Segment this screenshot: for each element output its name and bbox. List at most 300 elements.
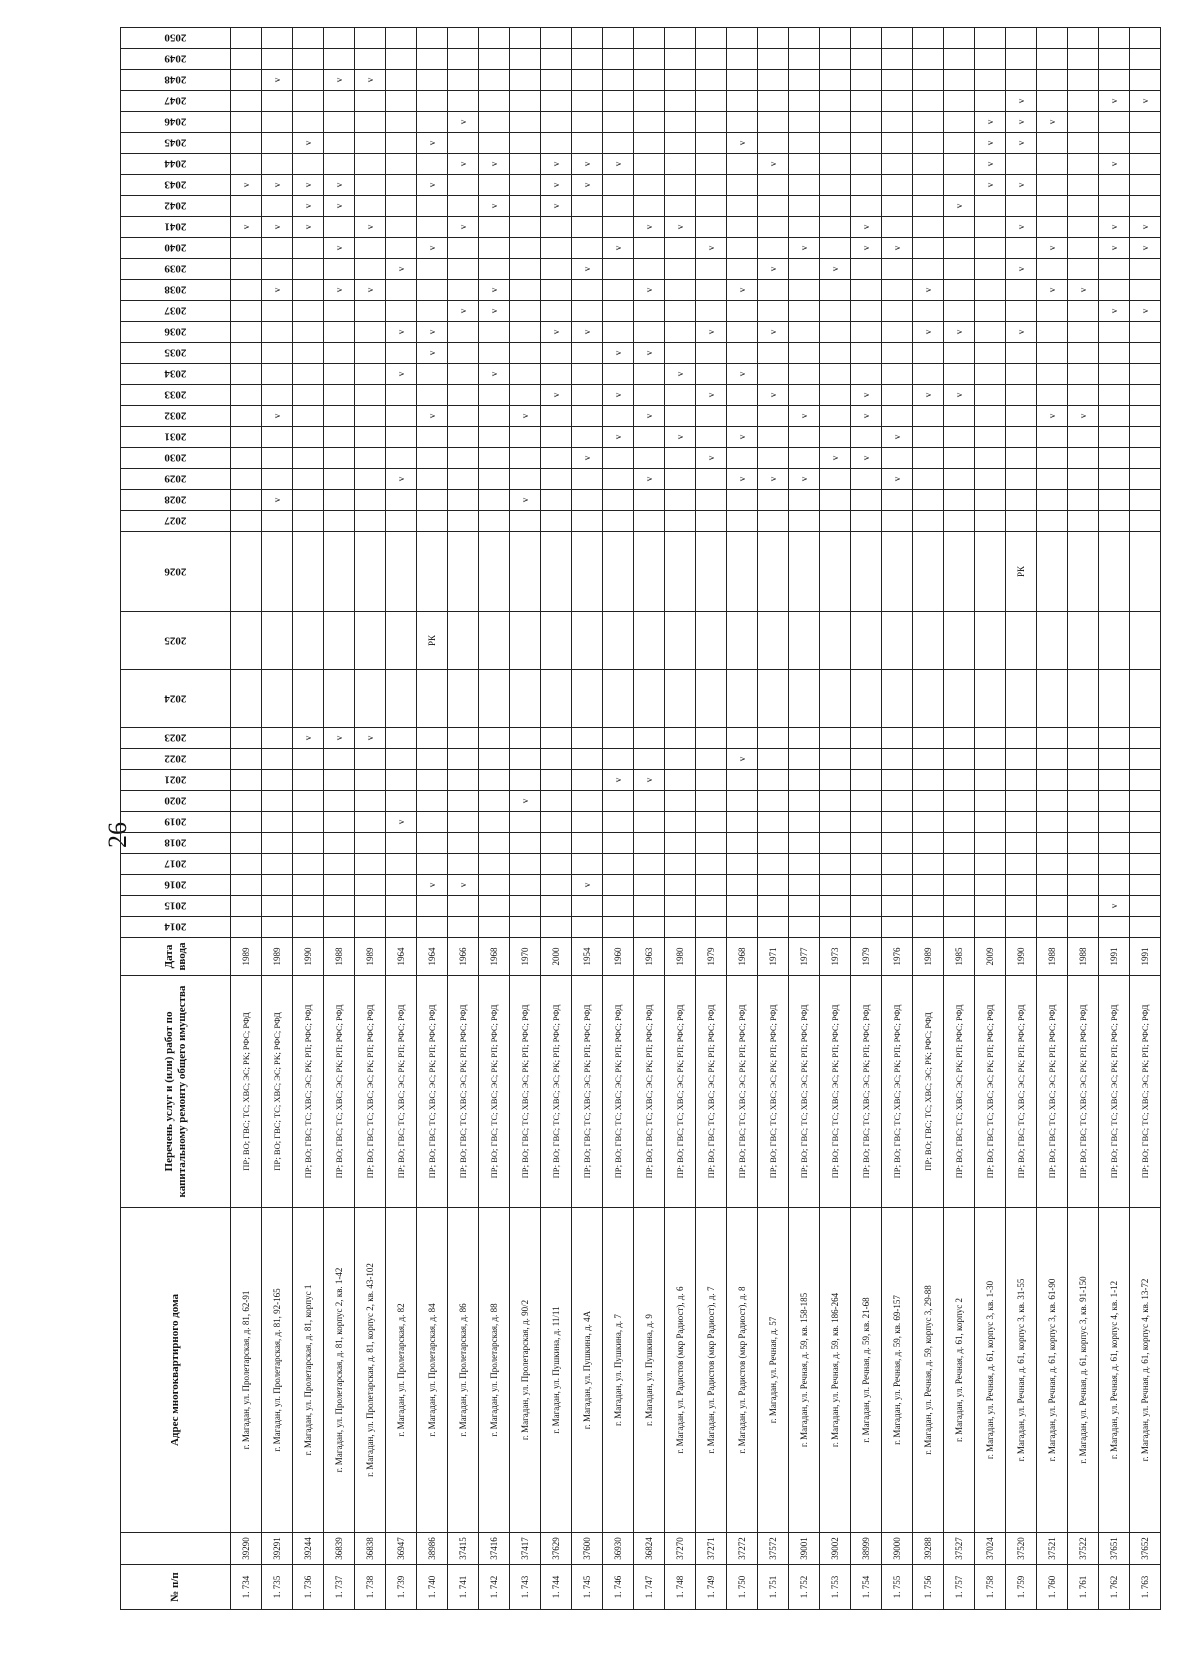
year-cell-2037 (355, 301, 386, 322)
check-mark: v (613, 245, 623, 251)
year-cell-2018 (789, 833, 820, 854)
check-mark: v (737, 756, 747, 762)
year-cell-2041 (324, 217, 355, 238)
year-cell-2050 (603, 28, 634, 49)
year-cell-2029 (913, 469, 944, 490)
year-cell-2031 (293, 427, 324, 448)
row-number: 1. 742 (479, 1565, 510, 1610)
year-cell-2048 (913, 70, 944, 91)
row-number: 1. 735 (262, 1565, 293, 1610)
year-cell-2040 (758, 238, 789, 259)
year-cell-2035 (603, 343, 634, 364)
year-cell-2046 (758, 112, 789, 133)
year-cell-2027 (634, 511, 665, 532)
year-cell-2041 (789, 217, 820, 238)
year-cell-2026 (851, 532, 882, 612)
year-cell-2019 (820, 812, 851, 833)
row-code: 37651 (1099, 1533, 1130, 1565)
year-cell-2014 (448, 917, 479, 938)
header-year-label: 2038 (164, 283, 187, 296)
year-cell-2023 (262, 728, 293, 749)
year-cell-2046 (882, 112, 913, 133)
year-cell-2024 (293, 670, 324, 728)
year-cell-2028 (1006, 490, 1037, 511)
check-mark: v (551, 161, 561, 167)
year-cell-2048 (231, 70, 262, 91)
year-cell-2015 (851, 896, 882, 917)
year-cell-2040 (882, 238, 913, 259)
year-cell-2047 (820, 91, 851, 112)
year-cell-2038 (603, 280, 634, 301)
check-mark: v (923, 392, 933, 398)
table-header-row (121, 28, 231, 1610)
year-cell-2029 (975, 469, 1006, 490)
year-cell-2017 (851, 854, 882, 875)
year-cell-2049 (665, 49, 696, 70)
year-cell-2025 (913, 612, 944, 670)
row-date: 2009 (975, 938, 1006, 976)
year-cell-2048 (851, 70, 882, 91)
year-cell-2029 (1130, 469, 1161, 490)
year-cell-2028 (541, 490, 572, 511)
year-cell-2019 (479, 812, 510, 833)
year-cell-2033 (1130, 385, 1161, 406)
year-cell-2032 (665, 406, 696, 427)
year-cell-2037 (417, 301, 448, 322)
year-cell-2043 (820, 175, 851, 196)
year-cell-2036 (975, 322, 1006, 343)
year-cell-2022 (479, 749, 510, 770)
check-mark: v (613, 350, 623, 356)
year-cell-2018 (603, 833, 634, 854)
year-cell-2020 (355, 791, 386, 812)
year-cell-2016 (665, 875, 696, 896)
year-cell-2040 (820, 238, 851, 259)
year-cell-2021 (913, 770, 944, 791)
year-cell-2048 (1068, 70, 1099, 91)
year-cell-2018 (913, 833, 944, 854)
year-cell-2017 (789, 854, 820, 875)
check-mark: v (303, 203, 313, 209)
year-cell-2041 (727, 217, 758, 238)
year-cell-2038 (665, 280, 696, 301)
year-cell-2042 (355, 196, 386, 217)
year-cell-2016 (541, 875, 572, 896)
year-cell-2036 (913, 322, 944, 343)
year-cell-2027 (572, 511, 603, 532)
year-cell-2027 (820, 511, 851, 532)
year-cell-2021 (417, 770, 448, 791)
year-cell-2039 (386, 259, 417, 280)
year-cell-2036 (1006, 322, 1037, 343)
check-mark: v (365, 735, 375, 741)
row-address: г. Магадан, ул. Речная, д. 61, корпус 3, кв. 91-150 (1068, 1208, 1099, 1533)
row-address: г. Магадан, ул. Пролетарская, д. 82 (386, 1208, 417, 1533)
year-cell-2045 (789, 133, 820, 154)
year-cell-2022 (975, 749, 1006, 770)
row-services: ПР; ВО; ГВС; ТС; ХВС; ЭС; РК; РП; РФС; РФД (944, 976, 975, 1208)
check-mark: v (489, 371, 499, 377)
year-cell-2028 (975, 490, 1006, 511)
year-cell-2042 (975, 196, 1006, 217)
year-cell-2042 (1130, 196, 1161, 217)
year-cell-2042 (386, 196, 417, 217)
year-cell-2019 (882, 812, 913, 833)
year-cell-2036 (572, 322, 603, 343)
row-services: ПР; ВО; ГВС; ТС; ХВС; ЭС; РК; РП; РФС; РФД (355, 976, 386, 1208)
year-cell-2048 (479, 70, 510, 91)
year-cell-2024 (851, 670, 882, 728)
year-cell-2040 (913, 238, 944, 259)
year-cell-2023 (1130, 728, 1161, 749)
year-cell-2015 (293, 896, 324, 917)
year-cell-2020 (727, 791, 758, 812)
year-cell-2049 (541, 49, 572, 70)
year-cell-2031 (882, 427, 913, 448)
header-year-label: 2019 (164, 815, 187, 828)
year-cell-2014 (820, 917, 851, 938)
year-cell-2025 (696, 612, 727, 670)
check-mark: v (644, 350, 654, 356)
year-cell-2024 (975, 670, 1006, 728)
row-number: 1. 748 (665, 1565, 696, 1610)
row-number: 1. 758 (975, 1565, 1006, 1610)
year-cell-2045 (665, 133, 696, 154)
year-cell-2034 (665, 364, 696, 385)
year-cell-2044 (975, 154, 1006, 175)
year-cell-2014 (665, 917, 696, 938)
year-cell-2014 (1006, 917, 1037, 938)
year-cell-2037 (820, 301, 851, 322)
year-cell-2047 (417, 91, 448, 112)
year-cell-2016 (944, 875, 975, 896)
year-cell-2039 (634, 259, 665, 280)
check-mark: v (861, 413, 871, 419)
check-mark: v (303, 224, 313, 230)
table-row (262, 28, 293, 1610)
year-cell-2049 (231, 49, 262, 70)
year-cell-2019 (727, 812, 758, 833)
year-cell-2049 (727, 49, 758, 70)
row-address: г. Магадан, ул. Речная, д. 61, корпус 3, кв. 61-90 (1037, 1208, 1068, 1533)
header-year-2033 (121, 385, 231, 406)
check-mark: v (489, 203, 499, 209)
year-cell-2043 (355, 175, 386, 196)
year-cell-2014 (851, 917, 882, 938)
year-cell-2045 (417, 133, 448, 154)
year-cell-2048 (355, 70, 386, 91)
year-cell-2016 (1130, 875, 1161, 896)
year-cell-2047 (324, 91, 355, 112)
year-cell-2039 (727, 259, 758, 280)
header-services: Перечень услуг и (или) работ по капитальному ремонту общего имущества (121, 976, 231, 1208)
header-year-label: 2023 (164, 731, 187, 744)
row-address: г. Магадан, ул. Речная, д. 59, кв. 21-68 (851, 1208, 882, 1533)
year-cell-2029 (1099, 469, 1130, 490)
year-cell-2043 (510, 175, 541, 196)
header-year-2018 (121, 833, 231, 854)
year-cell-2025 (1068, 612, 1099, 670)
header-year-2026 (121, 532, 231, 612)
year-cell-2036 (448, 322, 479, 343)
year-cell-2040 (355, 238, 386, 259)
check-mark: v (334, 203, 344, 209)
year-cell-2014 (541, 917, 572, 938)
check-mark: v (1047, 245, 1057, 251)
header-year-2016 (121, 875, 231, 896)
year-cell-2020 (944, 791, 975, 812)
year-cell-2021 (510, 770, 541, 791)
row-number: 1. 759 (1006, 1565, 1037, 1610)
year-cell-2033 (696, 385, 727, 406)
year-cell-2032 (1006, 406, 1037, 427)
year-cell-2017 (293, 854, 324, 875)
year-cell-2015 (634, 896, 665, 917)
year-cell-2018 (882, 833, 913, 854)
year-cell-2031 (975, 427, 1006, 448)
year-cell-2029 (696, 469, 727, 490)
table-row (882, 28, 913, 1610)
row-address: г. Магадан, ул. Пролетарская, д. 84 (417, 1208, 448, 1533)
row-code: 38999 (851, 1533, 882, 1565)
header-address: Адрес многоквартирного дома (121, 1208, 231, 1533)
year-cell-2033 (262, 385, 293, 406)
row-number: 1. 753 (820, 1565, 851, 1610)
check-mark: v (1047, 119, 1057, 125)
year-cell-2047 (231, 91, 262, 112)
check-mark: v (272, 77, 282, 83)
year-cell-2019 (572, 812, 603, 833)
year-cell-2015 (665, 896, 696, 917)
year-cell-2028 (944, 490, 975, 511)
check-mark: v (1109, 98, 1119, 104)
year-cell-2015 (324, 896, 355, 917)
year-cell-2038 (882, 280, 913, 301)
year-cell-2039 (231, 259, 262, 280)
year-cell-2033 (293, 385, 324, 406)
repair-code-label: РК (427, 635, 437, 647)
table-row (634, 28, 665, 1610)
row-services: ПР; ВО; ГВС; ТС; ХВС; ЭС; РК; РП; РФС; РФД (975, 976, 1006, 1208)
year-cell-2035 (324, 343, 355, 364)
year-cell-2041 (913, 217, 944, 238)
year-cell-2020 (882, 791, 913, 812)
year-cell-2036 (789, 322, 820, 343)
year-cell-2037 (727, 301, 758, 322)
year-cell-2047 (696, 91, 727, 112)
year-cell-2023 (355, 728, 386, 749)
year-cell-2040 (696, 238, 727, 259)
year-cell-2014 (386, 917, 417, 938)
table-row (541, 28, 572, 1610)
row-date: 1988 (324, 938, 355, 976)
row-number: 1. 752 (789, 1565, 820, 1610)
year-cell-2044 (603, 154, 634, 175)
year-cell-2017 (758, 854, 789, 875)
year-cell-2024 (355, 670, 386, 728)
year-cell-2023 (634, 728, 665, 749)
year-cell-2019 (851, 812, 882, 833)
year-cell-2043 (572, 175, 603, 196)
header-year-label: 2017 (164, 857, 187, 870)
year-cell-2028 (1068, 490, 1099, 511)
year-cell-2038 (1006, 280, 1037, 301)
year-cell-2035 (1006, 343, 1037, 364)
year-cell-2038 (417, 280, 448, 301)
check-mark: v (365, 224, 375, 230)
year-cell-2033 (1037, 385, 1068, 406)
check-mark: v (365, 77, 375, 83)
year-cell-2034 (696, 364, 727, 385)
year-cell-2040 (324, 238, 355, 259)
year-cell-2043 (975, 175, 1006, 196)
year-cell-2030 (665, 448, 696, 469)
year-cell-2020 (1130, 791, 1161, 812)
year-cell-2027 (665, 511, 696, 532)
year-cell-2039 (262, 259, 293, 280)
year-cell-2043 (1099, 175, 1130, 196)
row-address: г. Магадан, ул. Пушкина, д. 9 (634, 1208, 665, 1533)
year-cell-2017 (417, 854, 448, 875)
year-cell-2045 (262, 133, 293, 154)
year-cell-2023 (665, 728, 696, 749)
year-cell-2016 (696, 875, 727, 896)
year-cell-2032 (293, 406, 324, 427)
year-cell-2033 (510, 385, 541, 406)
year-cell-2046 (696, 112, 727, 133)
year-cell-2035 (944, 343, 975, 364)
row-address: г. Магадан, ул. Речная, д. 59, кв. 69-157 (882, 1208, 913, 1533)
check-mark: v (396, 371, 406, 377)
year-cell-2044 (696, 154, 727, 175)
year-cell-2047 (665, 91, 696, 112)
year-cell-2023 (882, 728, 913, 749)
year-cell-2022 (944, 749, 975, 770)
header-year-label: 2022 (164, 752, 187, 765)
header-year-label: 2045 (164, 136, 187, 149)
header-year-label: 2048 (164, 73, 187, 86)
year-cell-2034 (386, 364, 417, 385)
row-services: ПР; ВО; ГВС; ТС; ХВС; ЭС; РК; РП; РФС; РФД (479, 976, 510, 1208)
year-cell-2016 (913, 875, 944, 896)
year-cell-2018 (1099, 833, 1130, 854)
year-cell-2042 (603, 196, 634, 217)
year-cell-2048 (789, 70, 820, 91)
year-cell-2018 (231, 833, 262, 854)
year-cell-2033 (882, 385, 913, 406)
year-cell-2041 (665, 217, 696, 238)
year-cell-2032 (386, 406, 417, 427)
year-cell-2039 (324, 259, 355, 280)
year-cell-2049 (882, 49, 913, 70)
row-address: г. Магадан, ул. Пролетарская, д. 81, корпус 2, кв. 1-42 (324, 1208, 355, 1533)
year-cell-2018 (696, 833, 727, 854)
year-cell-2027 (1037, 511, 1068, 532)
row-services: ПР; ВО; ГВС; ТС; ХВС; ЭС; РК; РП; РФС; РФД (1037, 976, 1068, 1208)
year-cell-2035 (293, 343, 324, 364)
check-mark: v (1140, 245, 1150, 251)
year-cell-2023 (386, 728, 417, 749)
header-year-label: 2021 (164, 773, 187, 786)
row-code: 37522 (1068, 1533, 1099, 1565)
year-cell-2048 (324, 70, 355, 91)
year-cell-2014 (479, 917, 510, 938)
year-cell-2038 (510, 280, 541, 301)
year-cell-2041 (1037, 217, 1068, 238)
year-cell-2039 (1099, 259, 1130, 280)
year-cell-2037 (262, 301, 293, 322)
check-mark: v (1016, 266, 1026, 272)
header-year-label: 2041 (164, 220, 187, 233)
year-cell-2014 (1130, 917, 1161, 938)
header-num: № п/п (121, 1565, 231, 1610)
year-cell-2029 (355, 469, 386, 490)
year-cell-2023 (479, 728, 510, 749)
check-mark: v (427, 182, 437, 188)
year-cell-2030 (1006, 448, 1037, 469)
row-number: 1. 740 (417, 1565, 448, 1610)
year-cell-2039 (1130, 259, 1161, 280)
year-cell-2014 (1099, 917, 1130, 938)
year-cell-2048 (448, 70, 479, 91)
header-year-2049 (121, 49, 231, 70)
year-cell-2028 (262, 490, 293, 511)
year-cell-2041 (634, 217, 665, 238)
check-mark: v (241, 182, 251, 188)
header-year-2047 (121, 91, 231, 112)
year-cell-2015 (727, 896, 758, 917)
check-mark: v (644, 224, 654, 230)
year-cell-2044 (789, 154, 820, 175)
year-cell-2016 (324, 875, 355, 896)
year-cell-2047 (1068, 91, 1099, 112)
year-cell-2043 (1130, 175, 1161, 196)
year-cell-2021 (820, 770, 851, 791)
repair-schedule-table (120, 27, 1161, 1610)
year-cell-2026 (231, 532, 262, 612)
row-date: 1968 (727, 938, 758, 976)
check-mark: v (582, 182, 592, 188)
year-cell-2050 (293, 28, 324, 49)
year-cell-2026 (386, 532, 417, 612)
table-row (417, 28, 448, 1610)
year-cell-2021 (975, 770, 1006, 791)
row-number: 1. 755 (882, 1565, 913, 1610)
year-cell-2039 (541, 259, 572, 280)
year-cell-2019 (1006, 812, 1037, 833)
year-cell-2018 (386, 833, 417, 854)
year-cell-2016 (634, 875, 665, 896)
row-services: ПР; ВО; ГВС; ТС; ХВС; ЭС; РК; РФС; РФД (231, 976, 262, 1208)
year-cell-2046 (1006, 112, 1037, 133)
year-cell-2033 (634, 385, 665, 406)
year-cell-2031 (1068, 427, 1099, 448)
year-cell-2032 (1099, 406, 1130, 427)
year-cell-2032 (789, 406, 820, 427)
year-cell-2014 (231, 917, 262, 938)
year-cell-2041 (572, 217, 603, 238)
year-cell-2050 (355, 28, 386, 49)
year-cell-2049 (448, 49, 479, 70)
year-cell-2033 (324, 385, 355, 406)
row-code: 37271 (696, 1533, 727, 1565)
year-cell-2020 (758, 791, 789, 812)
year-cell-2037 (634, 301, 665, 322)
year-cell-2023 (1099, 728, 1130, 749)
year-cell-2021 (448, 770, 479, 791)
year-cell-2031 (727, 427, 758, 448)
year-cell-2036 (479, 322, 510, 343)
